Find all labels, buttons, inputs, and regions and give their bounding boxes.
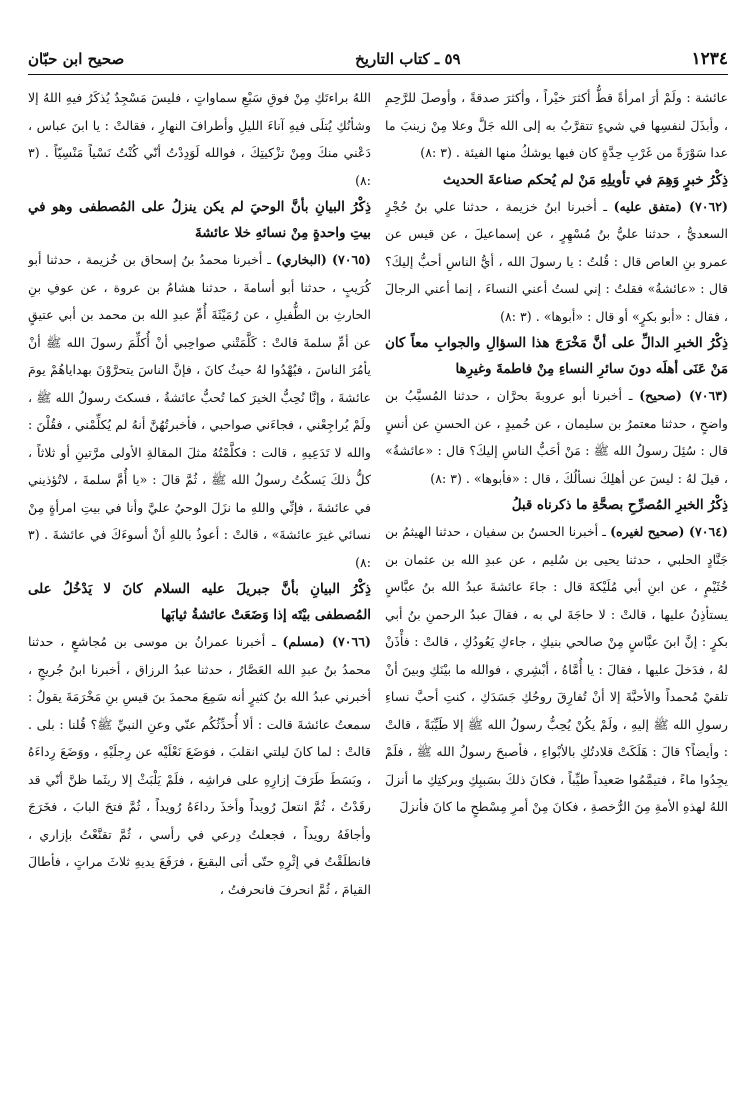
chapter-title: ٥٩ ـ كتاب التاريخ: [355, 50, 461, 68]
book-title: صحيح ابن حبّان: [28, 50, 125, 68]
left-column: [28, 84, 371, 1095]
section-heading: ذِكْرُ البيانِ بأنَّ جبريلَ عليه السلام كانَ لا يَدْخُلُ على المُصطفى بيْتَه إذا وَضَعَتْ عائشةُ ثيابَها: [28, 581, 371, 623]
page-number: ١٢٣٤: [691, 49, 728, 69]
hadith-number: (٧٠٦٢) (متفق عليه): [613, 198, 728, 214]
hadith-text: ـ أخبرنا ابنُ خزيمة ، حدثنا علي بنُ حُجْرٍ السعديُّ ، حدثنا عليُّ بنُ مُسْهِرٍ ، عن إسماعيلَ ، عن قيس عن عمرو بنِ العاص قال : قُلتُ : يا رسولَ الله ، أيُّ الناسِ أحبُّ إليكَ؟ قال : «عائشةُ» فقلتُ : إني لستُ أعني النساءَ ، إنما أعني الرجالَ ، فقال : «أبو بكرٍ» أو قال : «أبوها» . (٣ :٨): [385, 198, 728, 324]
hadith-text: ـ أخبرنا محمدُ بنُ إسحاق بن خُزيمة ، حدثنا أبو كُرَيبٍ ، حدثنا أبو أسامةَ ، حدثنا هشامُ بن عروة ، عن عوفِ بنِ الحارثِ بن الطُّفيلِ ، عن رُمَيْثَةَ أُمِّ عبدِ الله بن محمد بن أبي عتيقٍ عن أمِّ سلمةَ قالتْ : كَلَّمَتْني صواحِبي أنْ أُكلِّمَ رسولَ الله ﷺ أنْ يأمُرَ الناسَ ، فيُهْدُوا لهُ حيثُ كانَ ، فإنَّ الناسَ يتحرَّوْنَ بهداياهُمْ يومَ عائشةَ ، وإنَّا نُحِبُّ الخيرَ كما تُحبُّ عائشةُ ، فسكتَ رسولُ الله ﷺ ، ولَمْ يُراجِعْني ، فجاءَني صواحبي ، فأخبرتُهُنَّ أنهُ لم يُكلِّمْني ، فقُلْنَ : والله لا تَدَعِيهِ ، قالت : فكلَّمْتُهُ مثلَ المقالةِ الأولى مرَّتينِ أو ثلاثاً ، كلُّ ذلكَ يَسكُتُ رسولُ الله ﷺ ، ثُمَّ قالَ : «يا أُمَّ سلمةَ ، لاتُؤذيني في عائشةَ ، فإنِّي واللهِ ما نزَلَ الوحيُ عليَّ وأنا في بيتِ امرأةٍ مِنْ نسائي غيرَ عائشةَ» ، قالتْ : أعوذُ باللهِ أنْ أسوءَكَ في عائشةَ . (٣ :٨): [28, 252, 371, 570]
hadith-paragraph: [28, 246, 371, 576]
hadith-number: (٧٠٦٤) (صحيح لغيره): [610, 524, 728, 539]
page-header: [28, 44, 728, 75]
hadith-paragraph: [385, 518, 728, 821]
hadith-paragraph: [28, 84, 371, 194]
right-column: [385, 84, 728, 1095]
hadith-number: (٧٠٦٣) (صحيح): [639, 388, 728, 403]
text-columns: [28, 84, 728, 1095]
hadith-paragraph: [28, 628, 371, 903]
section-heading: ذِكْرُ الخبرِ المُصرِّحِ بصحَّةِ ما ذكرناه قبلُ: [511, 497, 728, 513]
hadith-text: ـ أخبرنا أبو عروبةَ بحرَّان ، حدثنا المُسيَّبُ بن واضحٍ ، حدثنا معتمرُ بن سليمان ، عن حُميدٍ ، عن الحسنِ عن أنسٍ قال : سُئِلَ رسولُ الله ﷺ : مَنْ أحَبُّ الناسِ إليكَ؟ قال : «عائشةُ» ، قيلَ لهُ : ليسَ عن أهلِكَ نسألُكَ ، قال : «فأبوها» . (٣ :٨): [385, 388, 728, 486]
hadith-number: (٧٠٦٥) (البخاري): [275, 252, 371, 267]
hadith-paragraph: [385, 84, 728, 167]
hadith-text: ـ أخبرنا الحسنُ بن سفيان ، حدثنا الهيثمُ بن جَنَّادٍ الحلبي ، حدثنا يحيى بن سُليم ، عن عبدِ الله بن عثمان بن خُثَيْمٍ ، عن ابنِ أبي مُلَيْكةَ قال : جاءَ عائشةَ عبدُ الله بنُ عبَّاسٍ يستأذِنُ عليها ، قالتْ : لا حاجَةَ لي به ، فقالَ عبدُ الرحمنِ بنُ أبي بكرٍ : إنَّ ابنَ عبَّاسٍ مِنْ صالحي بنيكِ ، جاءكِ يَعُودُكِ ، قالتْ : فأْذَنْ لهُ ، فدَخلَ عليها ، فقالَ : يا أُمَّاهُ ، أبْشِري ، فوالله ما بيْنَكِ وبينَ أنْ تلقيْ مُحمداً والأحبَّةَ إلا أنْ تُفارِقَ روحُكِ جَسَدَكِ ، كنتِ أحبَّ نساءِ رسولِ الله ﷺ إليهِ ، ولَمْ يكُنْ يُحِبُّ رسولُ الله ﷺ إلا طَيِّبَةً ، قالتْ : وأيضاً؟ قالَ : هَلَكَتْ قلادتُكِ بالأبْواءِ ، فأصبحَ رسولُ الله ﷺ ، فلَمْ يجِدُوا ماءً ، فتيمَّمُوا صَعيداً طيِّباً ، فكانَ ذلكَ بسَببِكِ وبركتِكِ ما أنزلَ اللهُ لهذهِ الأمةِ مِنَ الرُّخصةِ ، فكانَ مِنْ أمرِ مِسْطحٍ ما كانَ فأنزلَ: [385, 524, 728, 814]
section-heading: ذِكْرُ البيانِ بأنَّ الوحيَ لم يكن ينزلُ على المُصطفى وهو في بيتِ واحدةٍ مِنْ نسائهِ خلا عائشةَ: [28, 199, 371, 241]
hadith-paragraph: [385, 193, 728, 331]
hadith-text: اللهُ براءتَكِ مِنْ فوقِ سَبْعِ سماواتٍ ، فليسَ مَسْجِدٌ يُذكَرُ فيهِ اللهُ إلا وشأنُكِ يُتلَى فيهِ آناءَ الليلِ وأطرافَ النهارِ ، فقالتْ : يا ابنَ عباس ، دَعْني منكَ ومِنْ تزْكيتِكَ ، فوالله لَوَدِدْتُ أنّي كُنْتُ نَسْياً مَنْسِيّاً . (٣ :٨): [28, 90, 371, 188]
hadith-number: (٧٠٦٦) (مسلم): [282, 634, 371, 649]
hadith-text: ـ أخبرنا عمرانُ بن موسى بن مُجاشعٍ ، حدثنا محمدُ بنُ عبدِ الله العَصَّارُ ، حدثنا عبدُ الرزاق ، أخبرنا ابنُ جُريجٍ ، أخبرني عبدُ الله بنُ كثيرٍ أنه سَمِعَ محمدَ بنَ قيسِ بنِ مَخْرَمَةَ يقولُ : سمعتُ عائشةَ قالت : ألا أُحدِّثُكُم عنّي وعنِ النبيِّ ﷺ؟ قُلنا : بلى . قالتْ : لما كانَ ليلتي انقلبَ ، فوَضَعَ نَعْلَيْه عن رِجلَيْهِ ، ووَضَعَ رِداءَهُ ، وبَسَطَ طَرَفَ إزارِهِ على فراشِه ، فلَمْ يَلْبَثْ إلا ريثَما ظنَّ أنّي قد رقَدْتُ ، ثُمَّ انتعلَ رُويداً وأخذَ رداءَهُ رُويداً ، ثُمَّ فتحَ البابَ ، فخَرَجَ وأجافَهُ رويداً ، فجعلتُ دِرعي في رأسي ، ثُمَّ تقنَّعْتُ بإزاري ، فانطلَقْتُ في إثْرِهِ حتّى أتى البقيعَ ، فرَفَعَ يديهِ ثلاثَ مراتٍ ، فأطالَ القيامَ ، ثُمَّ انحرفَ فانحرفتُ ،: [28, 634, 371, 897]
hadith-text: عائشة : ولَمْ أرَ امرأةً قطُّ أكثرَ خيْراً ، وأكثرَ صدقةً ، وأوصلَ للرَّحِمِ ، وأبذَلَ لنفسِها في شيءٍ تتقرَّبُ به إلى الله جَلَّ وعلا مِنْ زينبَ ما عدا سَوْرَةً من غَرْبِ حِدَّةٍ كان فيها يوشكُ منها الفيئة . (٣ :٨): [385, 90, 728, 160]
section-heading: ذِكْرُ الخبرِ الدالِّ على أنَّ مَخْرَجَ هذا السؤالِ والجوابِ معاً كان مَنْ عَنَى أهلَه دونَ سائرِ النساءِ مِنْ فاطمةَ وغيرِها: [385, 335, 728, 377]
section-heading: ذِكْرُ خبرٍ وَهِمَ في تأويلِهِ مَنْ لم يُحكم صناعةَ الحديث: [442, 171, 728, 188]
hadith-paragraph: [385, 382, 728, 492]
